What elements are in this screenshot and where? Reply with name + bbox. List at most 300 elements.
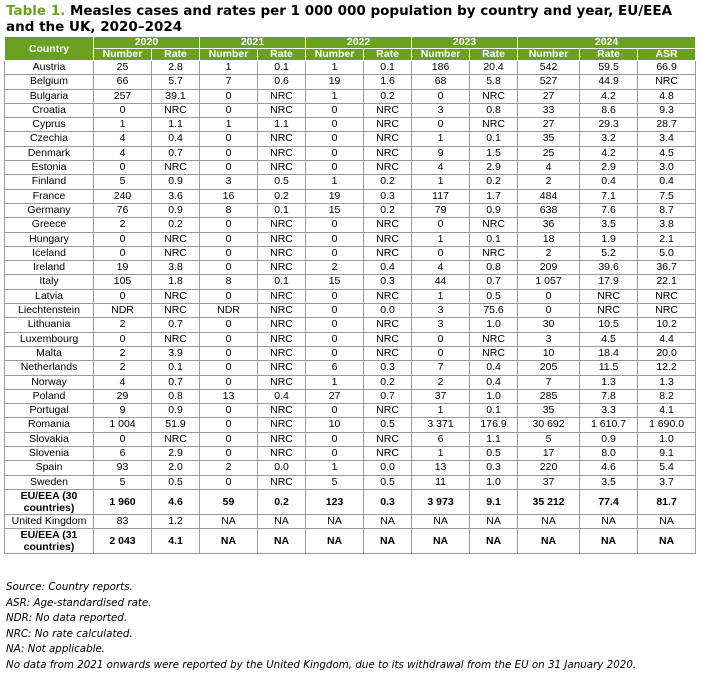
value-cell: 0.5 bbox=[364, 475, 412, 489]
country-cell: Latvia bbox=[5, 289, 94, 303]
value-cell: NRC bbox=[152, 161, 200, 175]
value-cell: 7.8 bbox=[580, 389, 638, 403]
value-cell: 0.4 bbox=[470, 375, 518, 389]
value-cell: NRC bbox=[364, 232, 412, 246]
header-sub: Rate bbox=[152, 49, 200, 61]
value-cell: 79 bbox=[412, 203, 470, 217]
value-cell: 2 bbox=[94, 346, 152, 360]
value-cell: 0 bbox=[94, 161, 152, 175]
value-cell: 0 bbox=[200, 289, 258, 303]
value-cell: 7 bbox=[200, 75, 258, 89]
country-cell: Hungary bbox=[5, 232, 94, 246]
value-cell: 19 bbox=[306, 189, 364, 203]
value-cell: 0 bbox=[200, 418, 258, 432]
value-cell: 0.2 bbox=[152, 218, 200, 232]
value-cell: 1.1 bbox=[258, 118, 306, 132]
value-cell: NA bbox=[470, 514, 518, 528]
value-cell: 1 bbox=[306, 61, 364, 75]
value-cell: 0.9 bbox=[152, 404, 200, 418]
value-cell: NA bbox=[306, 514, 364, 528]
value-cell: 76 bbox=[94, 203, 152, 217]
value-cell: 33 bbox=[518, 103, 580, 117]
note-na: NA: Not applicable. bbox=[6, 643, 106, 655]
country-cell: Belgium bbox=[5, 75, 94, 89]
value-cell: 6 bbox=[412, 432, 470, 446]
value-cell: 10.2 bbox=[638, 318, 696, 332]
value-cell: NA bbox=[638, 514, 696, 528]
value-cell: 2 bbox=[94, 218, 152, 232]
table-row bbox=[5, 132, 696, 146]
value-cell: NA bbox=[580, 529, 638, 554]
value-cell: 2 043 bbox=[94, 529, 152, 554]
value-cell: 1.1 bbox=[152, 118, 200, 132]
table-row bbox=[5, 461, 696, 475]
value-cell: 2 bbox=[518, 175, 580, 189]
value-cell: 51.9 bbox=[152, 418, 200, 432]
value-cell: 0.7 bbox=[470, 275, 518, 289]
value-cell: 1 690.0 bbox=[638, 418, 696, 432]
value-cell: NRC bbox=[364, 246, 412, 260]
value-cell: 0 bbox=[518, 304, 580, 318]
value-cell: 1.0 bbox=[638, 432, 696, 446]
value-cell: 8.2 bbox=[638, 389, 696, 403]
note-source: Source: Country reports. bbox=[6, 581, 133, 593]
value-cell: NDR bbox=[200, 304, 258, 318]
value-cell: 0 bbox=[200, 161, 258, 175]
header-sub: Number bbox=[306, 49, 364, 61]
value-cell: NRC bbox=[258, 261, 306, 275]
value-cell: 0 bbox=[200, 475, 258, 489]
uk-row bbox=[5, 514, 696, 528]
value-cell: 93 bbox=[94, 461, 152, 475]
header-sub: Rate bbox=[258, 49, 306, 61]
value-cell: 10.5 bbox=[580, 318, 638, 332]
value-cell: 0 bbox=[94, 103, 152, 117]
table-row bbox=[5, 175, 696, 189]
value-cell: 27 bbox=[306, 389, 364, 403]
value-cell: 3.5 bbox=[580, 475, 638, 489]
value-cell: 5.7 bbox=[152, 75, 200, 89]
value-cell: NRC bbox=[258, 432, 306, 446]
table-row bbox=[5, 161, 696, 175]
value-cell: 2.1 bbox=[638, 232, 696, 246]
value-cell: 0.9 bbox=[152, 175, 200, 189]
table-label: Table 1. bbox=[6, 3, 66, 19]
value-cell: 36 bbox=[518, 218, 580, 232]
value-cell: 0 bbox=[94, 432, 152, 446]
value-cell: NRC bbox=[258, 346, 306, 360]
value-cell: NRC bbox=[364, 332, 412, 346]
table-row bbox=[5, 203, 696, 217]
value-cell: 484 bbox=[518, 189, 580, 203]
value-cell: 3.7 bbox=[638, 475, 696, 489]
value-cell: NRC bbox=[258, 418, 306, 432]
value-cell: 0 bbox=[306, 232, 364, 246]
value-cell: 0 bbox=[200, 103, 258, 117]
value-cell: NA bbox=[412, 514, 470, 528]
value-cell: 5.4 bbox=[638, 461, 696, 475]
value-cell: 1.8 bbox=[152, 275, 200, 289]
value-cell: 638 bbox=[518, 203, 580, 217]
value-cell: NRC bbox=[470, 346, 518, 360]
value-cell: 9.1 bbox=[638, 447, 696, 461]
value-cell: 3 bbox=[412, 103, 470, 117]
header-sub: Number bbox=[518, 49, 580, 61]
country-cell: Norway bbox=[5, 375, 94, 389]
value-cell: 1 bbox=[412, 404, 470, 418]
header-sub: Number bbox=[200, 49, 258, 61]
value-cell: 105 bbox=[94, 275, 152, 289]
value-cell: NRC bbox=[364, 432, 412, 446]
table-row bbox=[5, 146, 696, 160]
header-sub: Number bbox=[94, 49, 152, 61]
table-row bbox=[5, 89, 696, 103]
value-cell: 0.1 bbox=[258, 203, 306, 217]
value-cell: 9.3 bbox=[638, 103, 696, 117]
table-row bbox=[5, 261, 696, 275]
value-cell: 0 bbox=[200, 246, 258, 260]
value-cell: 2 bbox=[200, 461, 258, 475]
value-cell: 0 bbox=[518, 289, 580, 303]
value-cell: NA bbox=[518, 529, 580, 554]
value-cell: 1 bbox=[306, 461, 364, 475]
country-cell: Czechia bbox=[5, 132, 94, 146]
value-cell: 28.7 bbox=[638, 118, 696, 132]
value-cell: 5 bbox=[306, 475, 364, 489]
value-cell: 0 bbox=[200, 146, 258, 160]
value-cell: 0.2 bbox=[470, 175, 518, 189]
value-cell: 7.1 bbox=[580, 189, 638, 203]
value-cell: 0 bbox=[306, 118, 364, 132]
value-cell: 17 bbox=[518, 447, 580, 461]
value-cell: 3.8 bbox=[638, 218, 696, 232]
value-cell: 27 bbox=[518, 118, 580, 132]
value-cell: 1.9 bbox=[580, 232, 638, 246]
value-cell: 0 bbox=[200, 447, 258, 461]
value-cell: 186 bbox=[412, 61, 470, 75]
header-sub: Rate bbox=[364, 49, 412, 61]
value-cell: 0 bbox=[200, 332, 258, 346]
country-cell: Poland bbox=[5, 389, 94, 403]
value-cell: NRC bbox=[258, 132, 306, 146]
value-cell: NA bbox=[638, 529, 696, 554]
value-cell: 1 bbox=[412, 289, 470, 303]
value-cell: 0.3 bbox=[364, 189, 412, 203]
value-cell: 0.8 bbox=[152, 389, 200, 403]
value-cell: 220 bbox=[518, 461, 580, 475]
value-cell: 3.2 bbox=[580, 132, 638, 146]
value-cell: 1.7 bbox=[470, 189, 518, 203]
value-cell: 0 bbox=[306, 146, 364, 160]
value-cell: 30 692 bbox=[518, 418, 580, 432]
value-cell: 37 bbox=[412, 389, 470, 403]
country-cell: Austria bbox=[5, 61, 94, 75]
value-cell: 0.0 bbox=[258, 461, 306, 475]
eu-total-row bbox=[5, 489, 696, 514]
value-cell: NRC bbox=[470, 246, 518, 260]
value-cell: 3.9 bbox=[152, 346, 200, 360]
header-sub: Rate bbox=[470, 49, 518, 61]
value-cell: 3.0 bbox=[638, 161, 696, 175]
table-row bbox=[5, 389, 696, 403]
value-cell: 15 bbox=[306, 275, 364, 289]
table-title-text: Measles cases and rates per 1 000 000 population by country and year, EU/EEA and the UK, 2020–2024 bbox=[6, 3, 673, 35]
header-year: 2021 bbox=[200, 37, 306, 49]
header-sub: Number bbox=[412, 49, 470, 61]
value-cell: 5 bbox=[518, 432, 580, 446]
value-cell: NRC bbox=[152, 246, 200, 260]
value-cell: 0 bbox=[306, 404, 364, 418]
value-cell: 0.4 bbox=[152, 132, 200, 146]
value-cell: 0.5 bbox=[470, 289, 518, 303]
value-cell: 2.9 bbox=[580, 161, 638, 175]
value-cell: 4 bbox=[94, 132, 152, 146]
value-cell: 0 bbox=[200, 232, 258, 246]
value-cell: NDR bbox=[94, 304, 152, 318]
value-cell: 0 bbox=[200, 89, 258, 103]
value-cell: 1 bbox=[306, 89, 364, 103]
country-cell: Cyprus bbox=[5, 118, 94, 132]
country-cell: Bulgaria bbox=[5, 89, 94, 103]
value-cell: 81.7 bbox=[638, 489, 696, 514]
table-row bbox=[5, 289, 696, 303]
value-cell: NA bbox=[364, 529, 412, 554]
value-cell: 2 bbox=[518, 246, 580, 260]
value-cell: 0.1 bbox=[258, 61, 306, 75]
value-cell: NRC bbox=[152, 432, 200, 446]
measles-table bbox=[4, 36, 696, 554]
table-row bbox=[5, 118, 696, 132]
value-cell: 1 bbox=[412, 175, 470, 189]
value-cell: 3 973 bbox=[412, 489, 470, 514]
value-cell: 0 bbox=[306, 332, 364, 346]
value-cell: 3.3 bbox=[580, 404, 638, 418]
value-cell: NRC bbox=[638, 75, 696, 89]
value-cell: 1.1 bbox=[470, 432, 518, 446]
value-cell: 1 960 bbox=[94, 489, 152, 514]
table-title bbox=[6, 3, 696, 35]
value-cell: NRC bbox=[364, 318, 412, 332]
table-row bbox=[5, 232, 696, 246]
value-cell: 0 bbox=[306, 103, 364, 117]
value-cell: 16 bbox=[200, 189, 258, 203]
value-cell: NRC bbox=[258, 318, 306, 332]
value-cell: 0.1 bbox=[152, 361, 200, 375]
value-cell: 1 bbox=[412, 232, 470, 246]
value-cell: 0.9 bbox=[580, 432, 638, 446]
country-cell: EU/EEA (30 countries) bbox=[5, 489, 94, 514]
value-cell: 0.1 bbox=[470, 232, 518, 246]
table-row bbox=[5, 418, 696, 432]
value-cell: NRC bbox=[258, 361, 306, 375]
value-cell: 0 bbox=[94, 289, 152, 303]
table-row bbox=[5, 275, 696, 289]
table-row bbox=[5, 246, 696, 260]
value-cell: 1.0 bbox=[470, 389, 518, 403]
value-cell: 68 bbox=[412, 75, 470, 89]
value-cell: 9 bbox=[412, 146, 470, 160]
value-cell: 285 bbox=[518, 389, 580, 403]
value-cell: 10 bbox=[306, 418, 364, 432]
value-cell: 0 bbox=[306, 318, 364, 332]
header-year: 2022 bbox=[306, 37, 412, 49]
note-asr: ASR: Age-standardised rate. bbox=[6, 596, 152, 609]
value-cell: 1.0 bbox=[470, 475, 518, 489]
value-cell: 1.2 bbox=[152, 514, 200, 528]
value-cell: 0 bbox=[200, 375, 258, 389]
table-row bbox=[5, 375, 696, 389]
value-cell: 0 bbox=[200, 218, 258, 232]
value-cell: 0 bbox=[306, 218, 364, 232]
value-cell: 1 bbox=[412, 447, 470, 461]
table-row bbox=[5, 475, 696, 489]
value-cell: NRC bbox=[258, 447, 306, 461]
value-cell: 4.5 bbox=[638, 146, 696, 160]
value-cell: NA bbox=[412, 529, 470, 554]
country-cell: Lithuania bbox=[5, 318, 94, 332]
value-cell: 0.4 bbox=[258, 389, 306, 403]
value-cell: 44 bbox=[412, 275, 470, 289]
value-cell: NRC bbox=[258, 304, 306, 318]
value-cell: 0 bbox=[412, 218, 470, 232]
value-cell: 5.0 bbox=[638, 246, 696, 260]
value-cell: 0 bbox=[94, 332, 152, 346]
value-cell: NA bbox=[470, 529, 518, 554]
value-cell: NRC bbox=[580, 304, 638, 318]
value-cell: 0.1 bbox=[258, 275, 306, 289]
country-cell: Luxembourg bbox=[5, 332, 94, 346]
value-cell: 209 bbox=[518, 261, 580, 275]
value-cell: 0 bbox=[94, 232, 152, 246]
value-cell: 18 bbox=[518, 232, 580, 246]
value-cell: NRC bbox=[258, 332, 306, 346]
value-cell: NRC bbox=[258, 289, 306, 303]
table-row bbox=[5, 432, 696, 446]
value-cell: 0.1 bbox=[470, 404, 518, 418]
value-cell: 44.9 bbox=[580, 75, 638, 89]
value-cell: 4 bbox=[518, 161, 580, 175]
table-row bbox=[5, 447, 696, 461]
table-row bbox=[5, 189, 696, 203]
value-cell: 0.3 bbox=[364, 361, 412, 375]
table-row bbox=[5, 332, 696, 346]
header-sub-row bbox=[5, 49, 696, 61]
value-cell: 0.7 bbox=[152, 146, 200, 160]
value-cell: NA bbox=[580, 514, 638, 528]
value-cell: 0.9 bbox=[152, 203, 200, 217]
value-cell: 0.2 bbox=[364, 89, 412, 103]
value-cell: 9 bbox=[94, 404, 152, 418]
value-cell: NRC bbox=[152, 332, 200, 346]
value-cell: NA bbox=[258, 529, 306, 554]
value-cell: 5 bbox=[94, 175, 152, 189]
country-cell: Netherlands bbox=[5, 361, 94, 375]
value-cell: 257 bbox=[94, 89, 152, 103]
value-cell: 0.2 bbox=[258, 489, 306, 514]
value-cell: 17.9 bbox=[580, 275, 638, 289]
value-cell: 0.9 bbox=[470, 203, 518, 217]
value-cell: 75.6 bbox=[470, 304, 518, 318]
value-cell: NA bbox=[258, 514, 306, 528]
value-cell: NRC bbox=[364, 103, 412, 117]
value-cell: NRC bbox=[638, 289, 696, 303]
table-row bbox=[5, 218, 696, 232]
country-cell: Romania bbox=[5, 418, 94, 432]
value-cell: 19 bbox=[306, 75, 364, 89]
header-year: 2020 bbox=[94, 37, 200, 49]
value-cell: 2 bbox=[94, 361, 152, 375]
value-cell: 29.3 bbox=[580, 118, 638, 132]
table-row bbox=[5, 304, 696, 318]
country-cell: Liechtenstein bbox=[5, 304, 94, 318]
value-cell: 5 bbox=[94, 475, 152, 489]
value-cell: 4.2 bbox=[580, 89, 638, 103]
country-cell: France bbox=[5, 189, 94, 203]
value-cell: 12.2 bbox=[638, 361, 696, 375]
country-cell: Iceland bbox=[5, 246, 94, 260]
value-cell: NRC bbox=[364, 132, 412, 146]
table-row bbox=[5, 103, 696, 117]
value-cell: 7.6 bbox=[580, 203, 638, 217]
value-cell: 0.8 bbox=[470, 261, 518, 275]
value-cell: 83 bbox=[94, 514, 152, 528]
country-cell: Spain bbox=[5, 461, 94, 475]
value-cell: 15 bbox=[306, 203, 364, 217]
value-cell: 4.1 bbox=[152, 529, 200, 554]
value-cell: 0.4 bbox=[580, 175, 638, 189]
value-cell: NRC bbox=[258, 246, 306, 260]
country-cell: United Kingdom bbox=[5, 514, 94, 528]
value-cell: 0 bbox=[306, 132, 364, 146]
value-cell: 0 bbox=[306, 304, 364, 318]
value-cell: 7.5 bbox=[638, 189, 696, 203]
value-cell: 205 bbox=[518, 361, 580, 375]
country-cell: Greece bbox=[5, 218, 94, 232]
value-cell: 11 bbox=[412, 475, 470, 489]
value-cell: 29 bbox=[94, 389, 152, 403]
value-cell: NRC bbox=[470, 118, 518, 132]
value-cell: NRC bbox=[364, 404, 412, 418]
value-cell: 13 bbox=[200, 389, 258, 403]
country-cell: EU/EEA (31 countries) bbox=[5, 529, 94, 554]
note-nrc: NRC: No rate calculated. bbox=[6, 627, 133, 640]
country-cell: Italy bbox=[5, 275, 94, 289]
value-cell: 3.4 bbox=[638, 132, 696, 146]
value-cell: 0 bbox=[412, 89, 470, 103]
value-cell: 4.8 bbox=[638, 89, 696, 103]
table-row bbox=[5, 318, 696, 332]
country-cell: Denmark bbox=[5, 146, 94, 160]
value-cell: 117 bbox=[412, 189, 470, 203]
value-cell: 59 bbox=[200, 489, 258, 514]
value-cell: 3 bbox=[412, 304, 470, 318]
value-cell: 4 bbox=[94, 146, 152, 160]
value-cell: 542 bbox=[518, 61, 580, 75]
value-cell: 1 bbox=[412, 132, 470, 146]
value-cell: 0.3 bbox=[364, 275, 412, 289]
value-cell: 0.8 bbox=[470, 103, 518, 117]
value-cell: 0 bbox=[200, 318, 258, 332]
value-cell: NRC bbox=[470, 89, 518, 103]
table-row bbox=[5, 61, 696, 75]
value-cell: 0.0 bbox=[364, 304, 412, 318]
value-cell: NRC bbox=[258, 218, 306, 232]
value-cell: 0 bbox=[412, 246, 470, 260]
value-cell: NA bbox=[200, 529, 258, 554]
value-cell: 35 bbox=[518, 404, 580, 418]
table-notes bbox=[6, 580, 636, 673]
value-cell: 4 bbox=[412, 261, 470, 275]
